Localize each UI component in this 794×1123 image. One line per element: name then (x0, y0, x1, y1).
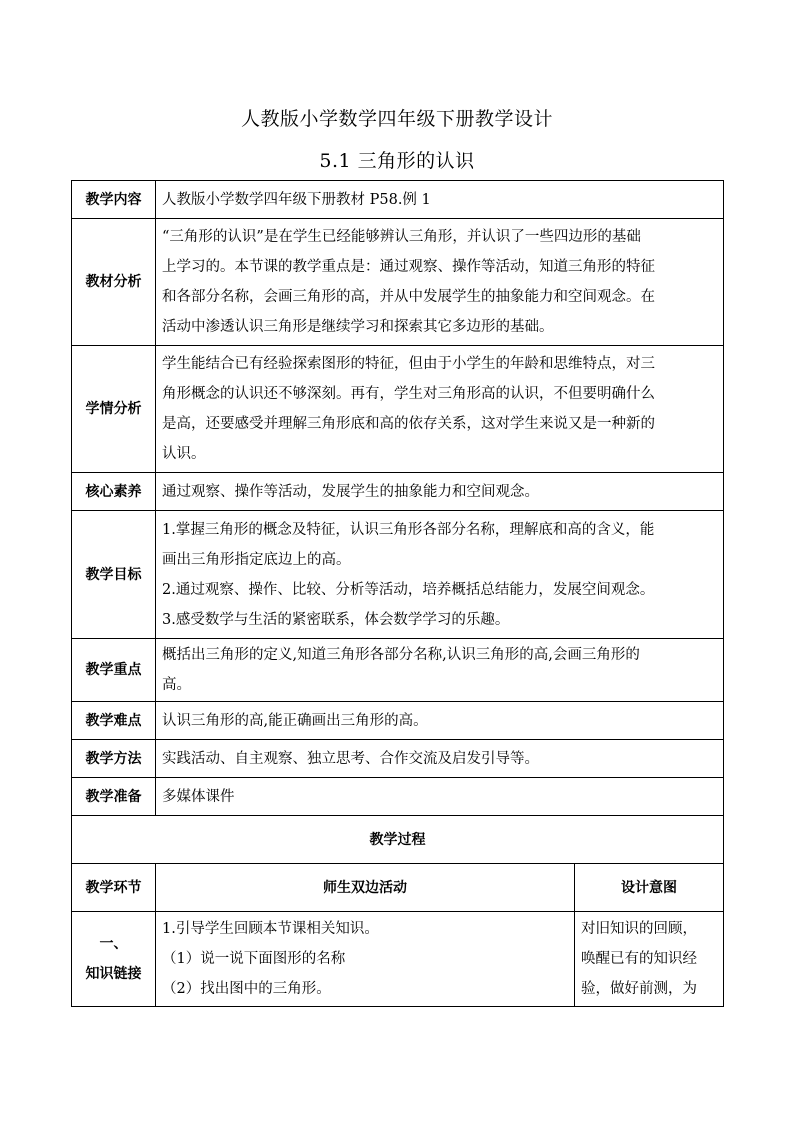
text-line: 3.感受数学与生活的紧密联系，体会数学学习的乐趣。 (162, 611, 510, 628)
methods-content (156, 740, 724, 778)
text-line: 角形概念的认识还不够深刻。再有，学生对三角形高的认识，不但要明确什么 (162, 386, 655, 402)
text-line: 实践活动、自主观察、独立思考、合作交流及启发引导等。 (162, 750, 539, 767)
row-literacy (72, 473, 724, 511)
activity-line: （1）说一说下面图形的名称 (162, 951, 346, 967)
intent-line: 唤醒已有的知识经 (581, 951, 697, 967)
intent-line: 对旧知识的回顾， (581, 921, 697, 937)
document-title: 人教版小学数学四年级下册教学设计 (240, 108, 553, 130)
row-methods (72, 740, 724, 778)
intent-line: 验，做好前测，为 (581, 981, 697, 997)
content-content (156, 181, 724, 219)
analysis-content (156, 219, 724, 346)
intent-cell (575, 912, 724, 1007)
row-process-columns (72, 864, 724, 912)
stage-name: 知识链接 (85, 966, 142, 982)
process-header: 教学过程 (72, 816, 724, 864)
row-process-header (72, 816, 724, 864)
activity-cell (156, 912, 575, 1007)
lesson-plan-table (71, 180, 724, 1007)
text-line: 多媒体课件 (162, 788, 235, 805)
text-line: 高。 (162, 677, 191, 693)
text-line: 是高，还要感受并理解三角形底和高的依存关系，这对学生来说又是一种新的 (162, 416, 655, 432)
activity-line: 1.引导学生回顾本节课相关知识。 (162, 921, 379, 937)
literacy-label: 核心素养 (72, 473, 156, 511)
students-content (156, 346, 724, 473)
analysis-label: 教材分析 (72, 219, 156, 346)
text-line: 1.掌握三角形的概念及特征，认识三角形各部分名称，理解底和高的含义，能 (162, 521, 655, 538)
text-line: 学生能结合已有经验探索图形的特征，但由于小学生的年龄和思维特点，对三 (162, 356, 655, 372)
row-difficulty (72, 702, 724, 740)
activity-line: （2）找出图中的三角形。 (162, 981, 331, 997)
activity-column-header: 师生双边活动 (156, 864, 575, 912)
row-analysis (72, 219, 724, 346)
text-line: 活动中渗透认识三角形是继续学习和探索其它多边形的基础。 (162, 319, 554, 335)
row-content (72, 181, 724, 219)
text-line: 和各部分名称，会画三角形的高，并从中发展学生的抽象能力和空间观念。在 (162, 289, 655, 305)
lesson-subtitle: 5.1 三角形的认识 (319, 150, 475, 172)
text-line: 上学习的。本节课的教学重点是：通过观察、操作等活动，知道三角形的特征 (162, 259, 655, 275)
row-students (72, 346, 724, 473)
text-line: 认识。 (162, 446, 206, 462)
goals-label: 教学目标 (72, 511, 156, 639)
students-label: 学情分析 (72, 346, 156, 473)
row-goals (72, 511, 724, 639)
stage-column-header: 教学环节 (72, 864, 156, 912)
text-line: 通过观察、操作等活动，发展学生的抽象能力和空间观念。 (162, 483, 539, 500)
intent-column-header: 设计意图 (575, 864, 724, 912)
text-line: 概括出三角形的定义,知道三角形各部分名称,认识三角形的高,会画三角形的 (162, 647, 640, 663)
difficulty-content (156, 702, 724, 740)
text-line: “三角形的认识”是在学生已经能够辨认三角形，并认识了一些四边形的基础 (162, 229, 641, 245)
row-key-points (72, 639, 724, 702)
row-preparation (72, 778, 724, 816)
key-points-label: 教学重点 (72, 639, 156, 702)
difficulty-label: 教学难点 (72, 702, 156, 740)
literacy-content (156, 473, 724, 511)
text-line: 认识三角形的高,能正确画出三角形的高。 (162, 712, 428, 729)
stage-number: 一、 (99, 936, 128, 952)
key-points-content (156, 639, 724, 702)
text-line: 画出三角形指定底边上的高。 (162, 551, 351, 568)
text-line: 人教版小学数学四年级下册教材 P58.例 1 (162, 191, 431, 208)
preparation-content (156, 778, 724, 816)
text-line: 2.通过观察、操作、比较、分析等活动，培养概括总结能力，发展空间观念。 (162, 581, 655, 598)
row-stage-1 (72, 912, 724, 1007)
goals-content (156, 511, 724, 639)
content-label: 教学内容 (72, 181, 156, 219)
stage-cell (72, 912, 156, 1007)
methods-label: 教学方法 (72, 740, 156, 778)
preparation-label: 教学准备 (72, 778, 156, 816)
